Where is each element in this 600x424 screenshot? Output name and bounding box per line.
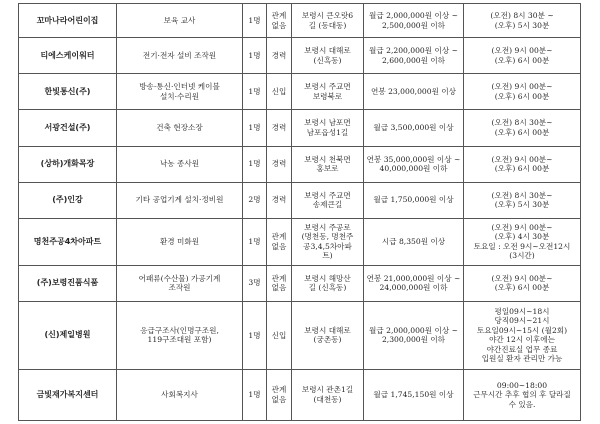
job-title: 응급구조사(인명구조원, 119구조대원 포함) <box>117 301 243 369</box>
work-hours: (오전) 9시 00분~ (오후) 4시 30분 토요일 : 오전 9시~오전12시 (3시간) <box>464 218 581 265</box>
career-requirement: 경력 <box>267 110 292 146</box>
table-row <box>19 38 581 74</box>
salary: 월급 1,750,000원 이상 <box>364 182 464 218</box>
salary: 월급 2,200,000원 이상 ~ 2,600,000원 이하 <box>364 38 464 74</box>
company-name: (주)인강 <box>19 182 117 218</box>
table-row <box>19 301 581 369</box>
job-title: 보육 교사 <box>117 4 243 38</box>
career-requirement: 신입 <box>267 74 292 110</box>
career-requirement: 경력 <box>267 182 292 218</box>
work-hours: (오전) 8시 30분 ~ (오후) 5시 30분 <box>464 4 581 38</box>
work-location: 보령시 남포면 남포읍성1길 <box>292 110 364 146</box>
company-name: (신)제일병원 <box>19 301 117 369</box>
job-title: 건축 현장소장 <box>117 110 243 146</box>
salary: 월급 2,000,000원 이상 ~ 2,300,000원 이하 <box>364 301 464 369</box>
hire-count: 1명 <box>243 110 267 146</box>
company-name: 한빛통신(주) <box>19 74 117 110</box>
company-name: 명천주공4차아파트 <box>19 218 117 265</box>
work-hours: (오전) 9시 00분~ (오후) 6시 00분 <box>464 38 581 74</box>
career-requirement: 경력 <box>267 146 292 182</box>
hire-count: 1명 <box>243 369 267 420</box>
hire-count: 1명 <box>243 301 267 369</box>
work-location: 보령시 관촌1길 (대천동) <box>292 369 364 420</box>
hire-count: 1명 <box>243 218 267 265</box>
work-location: 보령시 주교면 보령북로 <box>292 74 364 110</box>
work-hours: (오전) 8시 30분~ (오후) 6시 00분 <box>464 110 581 146</box>
job-title: 방송·통신·인터넷 케이블 설치·수리원 <box>117 74 243 110</box>
hire-count: 1명 <box>243 4 267 38</box>
job-title: 기타 공업기계 설치·정비원 <box>117 182 243 218</box>
career-requirement: 관계 없음 <box>267 218 292 265</box>
work-location: 보령시 주공로 (명천동, 명천주 공3,4,5차아파 트) <box>292 218 364 265</box>
company-name: 금빛재가복지센터 <box>19 369 117 420</box>
salary: 연봉 23,000,000원 이상 <box>364 74 464 110</box>
table-row <box>19 218 581 265</box>
table-row <box>19 110 581 146</box>
table-row <box>19 265 581 301</box>
hire-count: 1명 <box>243 74 267 110</box>
table-row <box>19 146 581 182</box>
salary: 월급 3,500,000원 이상 <box>364 110 464 146</box>
hire-count: 1명 <box>243 146 267 182</box>
hire-count: 2명 <box>243 182 267 218</box>
table-row <box>19 182 581 218</box>
job-title: 환경 미화원 <box>117 218 243 265</box>
job-listing-table <box>18 3 581 421</box>
salary: 연봉 21,000,000원 이상 ~ 24,000,000원 이하 <box>364 265 464 301</box>
work-location: 보령시 대해로 (궁촌동) <box>292 301 364 369</box>
table-row <box>19 4 581 38</box>
work-location: 보령시 큰오랏6 길 (동대동) <box>292 4 364 38</box>
company-name: (상하)개화목장 <box>19 146 117 182</box>
salary: 월급 1,745,150원 이상 <box>364 369 464 420</box>
work-location: 보령시 해망산 길 (신흑동) <box>292 265 364 301</box>
work-hours: (오전) 9시 00분~ (오후) 6시 00분 <box>464 74 581 110</box>
job-title: 어패류(수산물) 가공기계 조작원 <box>117 265 243 301</box>
hire-count: 1명 <box>243 38 267 74</box>
company-name: 티에스케이워터 <box>19 38 117 74</box>
work-location: 보령시 대해로 (신흑동) <box>292 38 364 74</box>
company-name: (주)보령진품식품 <box>19 265 117 301</box>
career-requirement: 관계 없음 <box>267 265 292 301</box>
company-name: 서광건설(주) <box>19 110 117 146</box>
work-location: 보령시 천북면 홍보로 <box>292 146 364 182</box>
salary: 월급 2,000,000원 이상 ~ 2,500,000원 이하 <box>364 4 464 38</box>
work-hours: (오전) 9시 00분~ (오후) 6시 00분 <box>464 146 581 182</box>
career-requirement: 신입 <box>267 301 292 369</box>
salary: 시급 8,350원 이상 <box>364 218 464 265</box>
career-requirement: 관계 없음 <box>267 4 292 38</box>
work-hours: (오전) 9시 00분~ (오후) 6시 00분 <box>464 265 581 301</box>
company-name: 꼬마나라어린이집 <box>19 4 117 38</box>
hire-count: 3명 <box>243 265 267 301</box>
career-requirement: 관계 없음 <box>267 369 292 420</box>
work-hours: 평일09시~18시 당직09시~21시 토요일09시~15시 (월2회) 야간 12시 이후에는 야간진료실 업무 종료 입원실 환자 관리만 가능 <box>464 301 581 369</box>
table-row <box>19 74 581 110</box>
salary: 연봉 35,000,000원 이상 ~ 40,000,000원 이하 <box>364 146 464 182</box>
work-hours: (오전) 8시 30분~ (오후) 5시 30분 <box>464 182 581 218</box>
job-title: 낙농 종사원 <box>117 146 243 182</box>
job-title: 전기·전자 설비 조작원 <box>117 38 243 74</box>
work-hours: 09:00~18:00 근무시간 추후 협의 후 달라질 수 있음. <box>464 369 581 420</box>
job-title: 사회복지사 <box>117 369 243 420</box>
career-requirement: 경력 <box>267 38 292 74</box>
work-location: 보령시 주교면 송제큰길 <box>292 182 364 218</box>
table-row <box>19 369 581 420</box>
